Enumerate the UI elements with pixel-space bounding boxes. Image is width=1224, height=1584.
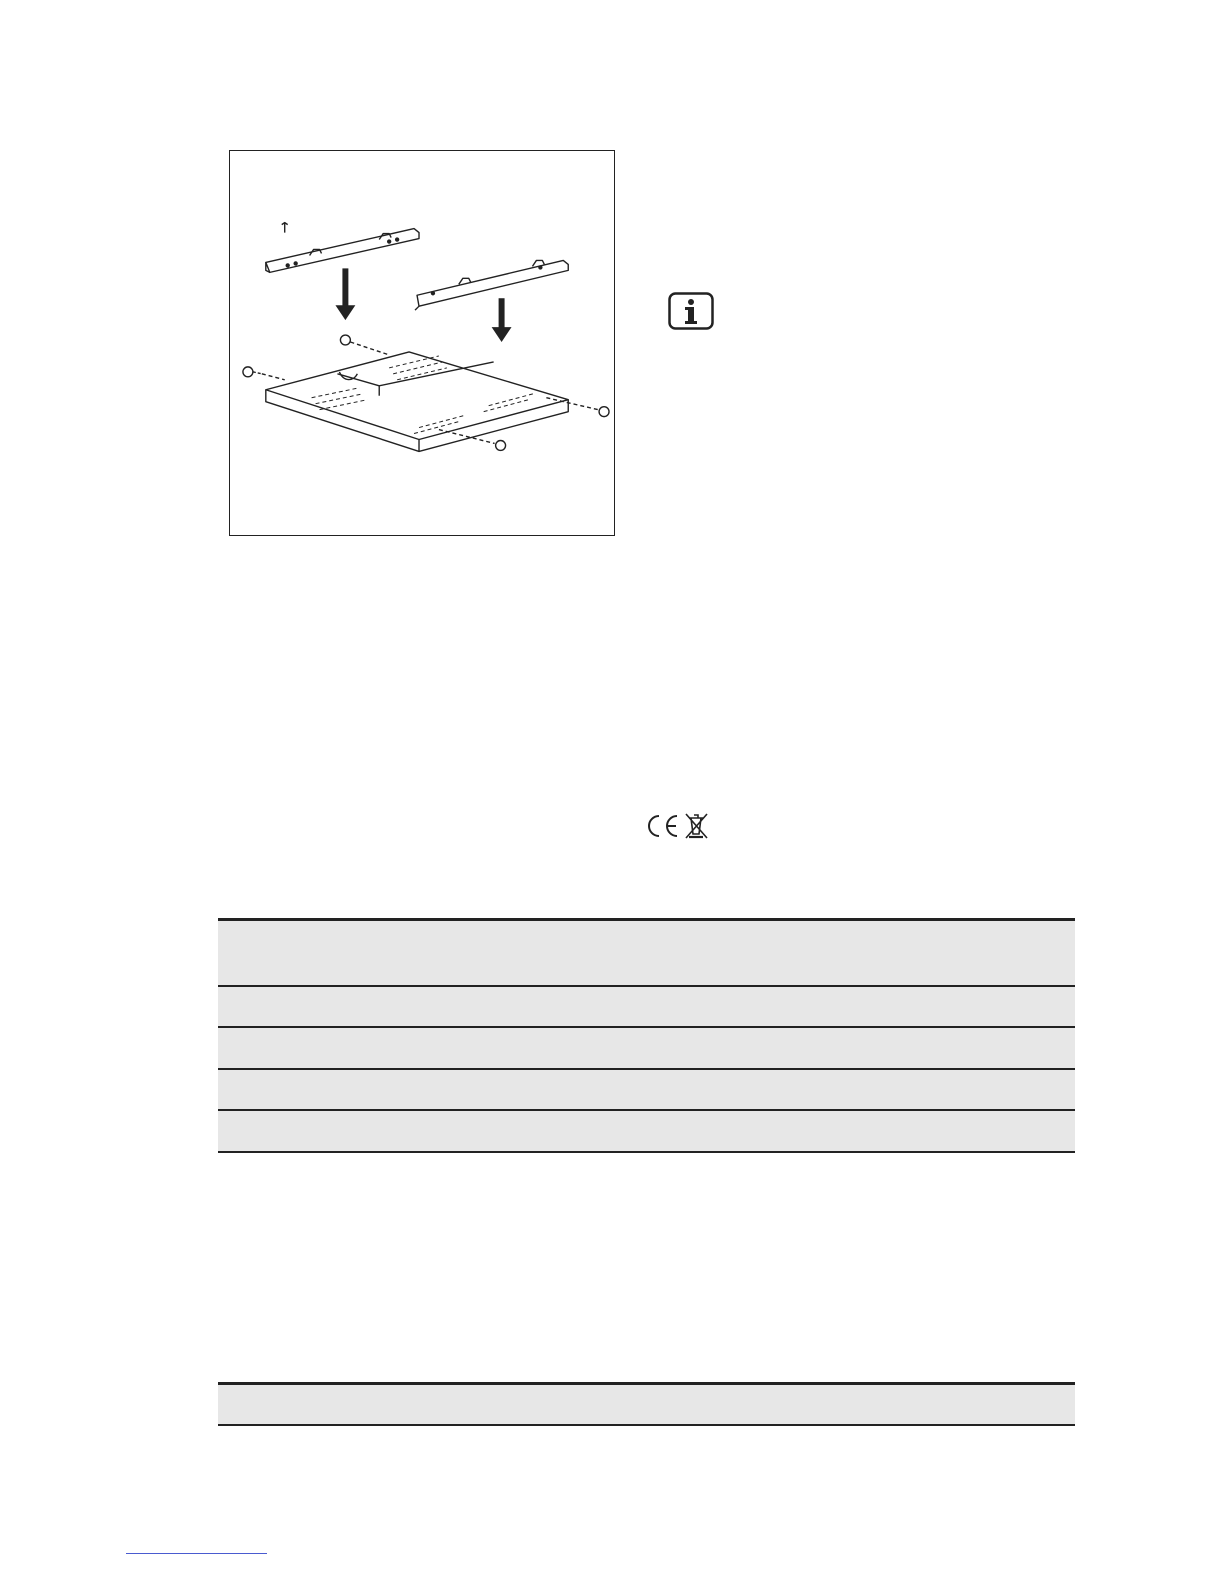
- installation-diagram-drawing: [230, 151, 614, 535]
- ce-mark-icon: [649, 816, 677, 836]
- secondary-table: [218, 1382, 1075, 1426]
- table-row: [218, 1070, 1075, 1111]
- screw-icon: [243, 367, 285, 380]
- info-icon: [668, 292, 714, 330]
- table-row: [218, 1382, 1075, 1426]
- specifications-table: [218, 918, 1075, 1153]
- base-tray: [266, 352, 568, 451]
- right-mounting-rail: [415, 260, 568, 310]
- footer-link-underline[interactable]: [126, 1553, 267, 1554]
- screw-icon: [340, 335, 389, 355]
- screw-icon: [546, 398, 609, 417]
- left-mounting-rail: [266, 223, 419, 273]
- down-arrow-left: [335, 268, 355, 320]
- compliance-marks: [644, 812, 710, 840]
- weee-crossed-bin-icon: [686, 814, 707, 838]
- table-row: [218, 1028, 1075, 1070]
- table-row: [218, 987, 1075, 1028]
- table-row: [218, 1111, 1075, 1153]
- screw-icon: [439, 430, 506, 451]
- down-arrow-right: [492, 298, 512, 342]
- installation-diagram: [229, 150, 615, 536]
- table-row: [218, 918, 1075, 987]
